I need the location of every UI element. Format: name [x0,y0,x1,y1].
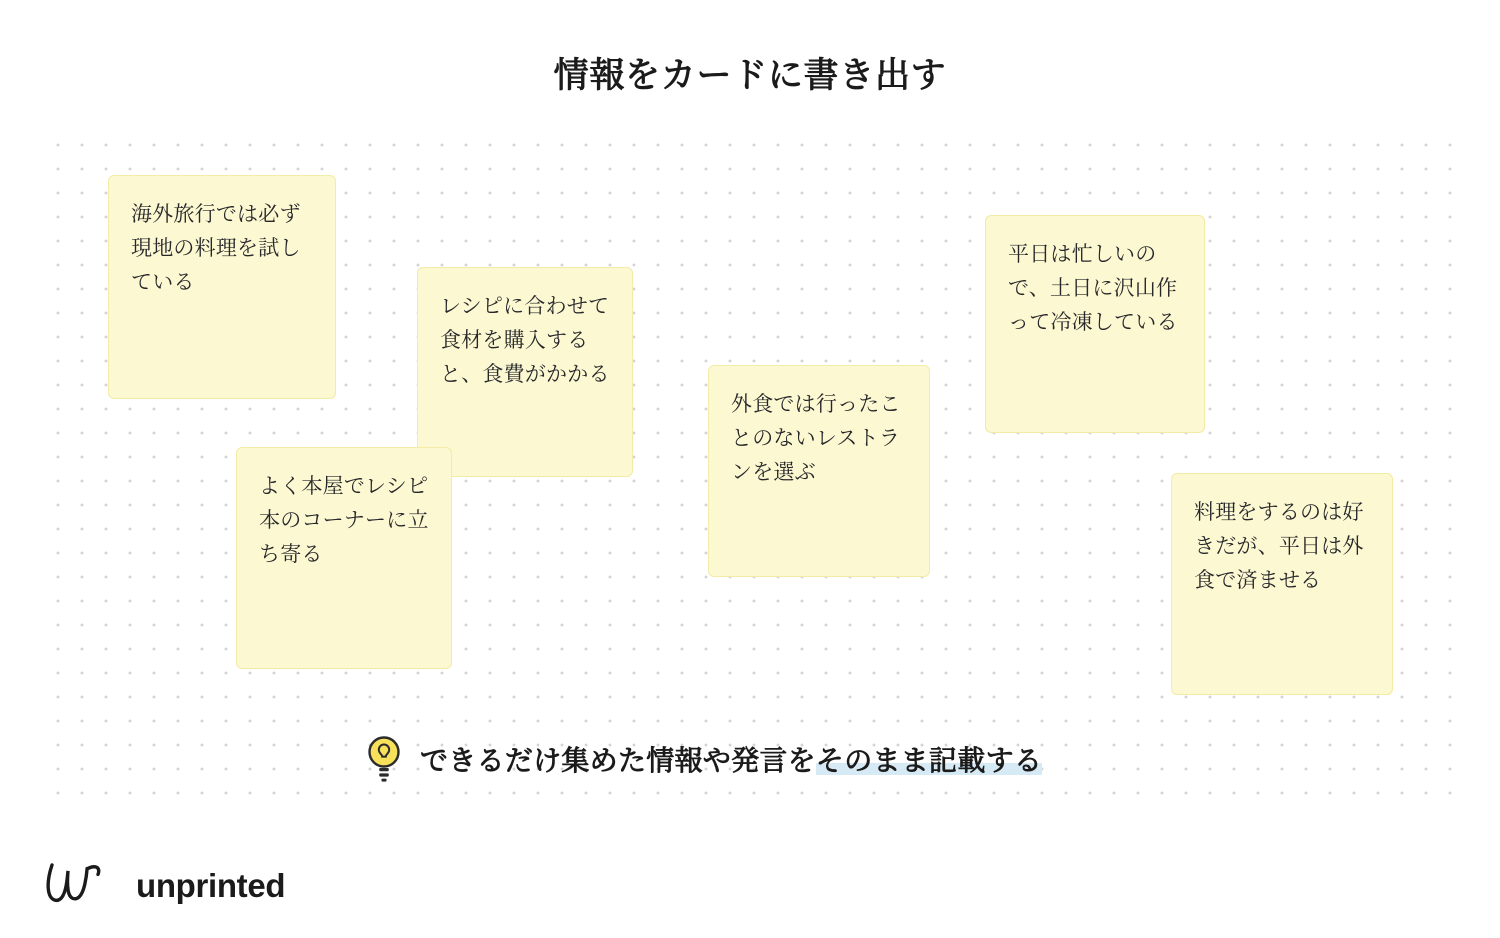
note-callout [366,735,1042,783]
sticky-card[interactable]: 海外旅行では必ず現地の料理を試している [108,175,336,399]
sticky-card[interactable]: 外食では行ったことのないレストランを選ぶ [708,365,930,577]
note-text-highlight: そのまま記載する [815,745,1043,776]
note-text-lead: できるだけ集めた情報や発言を [420,745,816,776]
page-title: 情報をカードに書き出す [553,56,947,95]
brand-logo [44,855,285,916]
sticky-card[interactable]: 平日は忙しいので、土日に沢山作って冷凍している [985,215,1205,433]
unprinted-mark-icon [44,855,122,916]
sticky-card[interactable]: レシピに合わせて食材を購入すると、食費がかかる [417,267,633,477]
note-text [420,739,1042,779]
brand-name: unprinted [136,866,286,904]
sticky-card[interactable]: 料理をするのは好きだが、平日は外食で済ませる [1171,473,1393,695]
sticky-card[interactable]: よく本屋でレシピ本のコーナーに立ち寄る [236,447,452,669]
lightbulb-icon [366,735,402,783]
card-canvas [40,127,1461,809]
